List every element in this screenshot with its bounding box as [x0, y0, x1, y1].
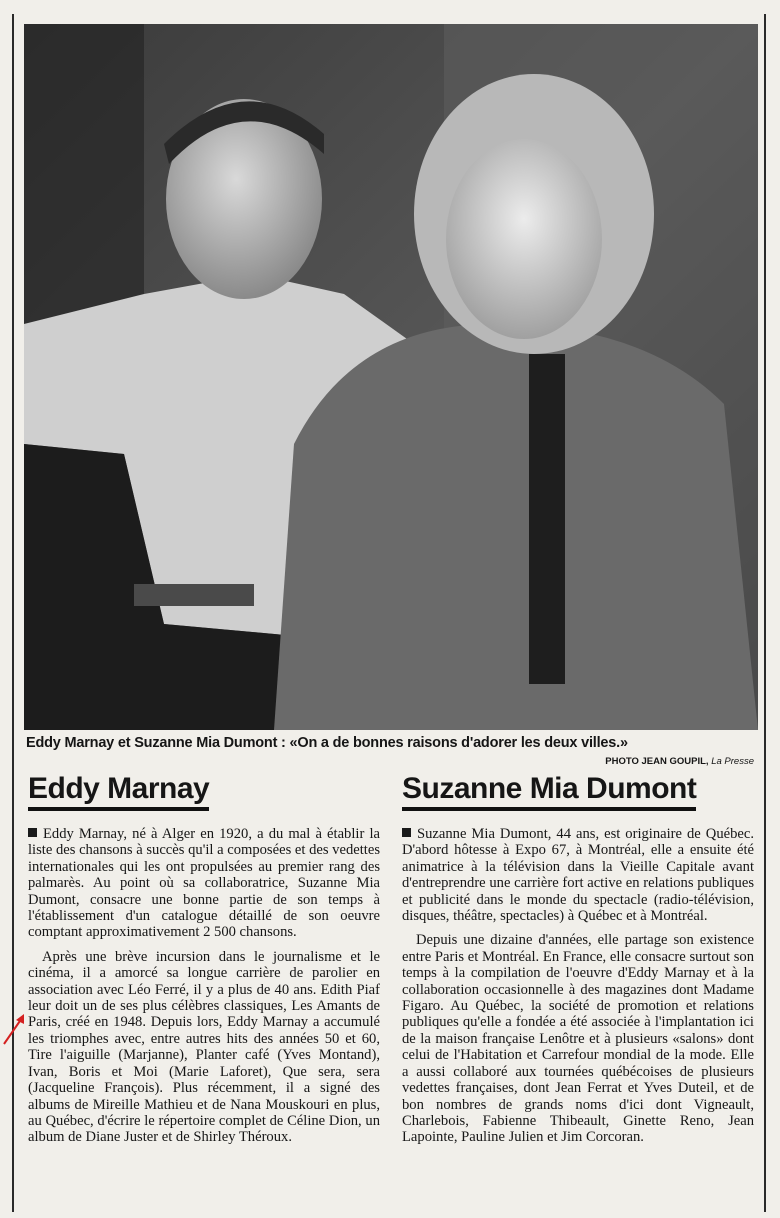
photo-credit — [605, 756, 754, 767]
heading-suzanne-mia-dumont: Suzanne Mia Dumont — [402, 772, 696, 811]
photo-caption: Eddy Marnay et Suzanne Mia Dumont : «On a de bonnes raisons d'adorer les deux villes.» — [26, 735, 628, 751]
annotation-arrow-icon — [2, 1012, 28, 1046]
credit-source: La Presse — [711, 756, 754, 767]
paragraph: Après une brève incursion dans le journalisme et le cinéma, il a amorcé sa longue carrière de parolier en association avec Léo Ferré, il y a plus de 40 ans. Edith Piaf leur doit un de ses plus célèbres classiques, Les Amants de Paris, créé en 1948. Depuis lors, Eddy Marnay a accumulé les triomphes avec, entre autres hits des années 50 et 60, Tire l'aiguille (Marjanne), Planter café (Yves Montand), Ivan, Boris et Moi (Marie Laforet), Que sera, sera (Jacqueline François). Plus récemment, il a signé des albums de Mireille Mathieu et de Nana Mouskouri en plus, au Québec, d'écrire le répertoire complet de Céline Dion, un album de Diane Juster et de Shirley Théroux. — [28, 948, 380, 1146]
paragraph — [402, 826, 754, 924]
article-column-right — [402, 826, 754, 1146]
news-photo — [24, 24, 758, 730]
paragraph: Depuis une dizaine d'années, elle partage son existence entre Paris et Montréal. En France, elle consacre surtout son temps à la compilation de l'oeuvre d'Eddy Marnay et à la collaboration occasionnelle à des magazines dont Madame Figaro. Au Québec, la société de promotion et relations publiques qu'elle a fondée a été associée à l'implantation ici de la maison française Lenôtre et à plusieurs «salons» dont celui de l'Habitation et Carrefour mondial de la mode. Elle a aussi collaboré aux tournées québécoises de plusieurs vedettes françaises, dont Jean Ferrat et Yves Duteil, et de bon nombres de grands noms d'ici dont Vigneault, Charlebois, Fabienne Thibeault, Ginette Reno, Jean Lapointe, Pauline Julien et Jim Corcoran. — [402, 932, 754, 1146]
paragraph-text: Eddy Marnay, né à Alger en 1920, a du mal à établir la liste des chansons à succès qu'il a composées et des vedettes internationales qui les ont propulsées au premier rang des palmarès. Au point où sa collaboratrice, Suzanne Mia Dumont, consacre une bonne partie de son temps à l'établissement d'un catalogue détaillé de son oeuvre comptant approximativement 2 500 chansons. — [28, 826, 380, 941]
bullet-square-icon — [402, 828, 411, 837]
bullet-square-icon — [28, 828, 37, 837]
heading-eddy-marnay: Eddy Marnay — [28, 772, 209, 811]
paragraph-text: Suzanne Mia Dumont, 44 ans, est originaire de Québec. D'abord hôtesse à Expo 67, à Montréal, elle a ensuite été animatrice à la télévision dans la Vieille Capitale avant d'entreprendre une carrière fort active en relations publiques et publicité dans le monde du spectacle (radio-télévision, disques, théâtre, spectacles) à Québec et à Montréal. — [402, 826, 754, 925]
credit-label: PHOTO JEAN GOUPIL, — [605, 756, 709, 767]
paragraph — [28, 826, 380, 941]
article-column-left — [28, 826, 380, 1146]
